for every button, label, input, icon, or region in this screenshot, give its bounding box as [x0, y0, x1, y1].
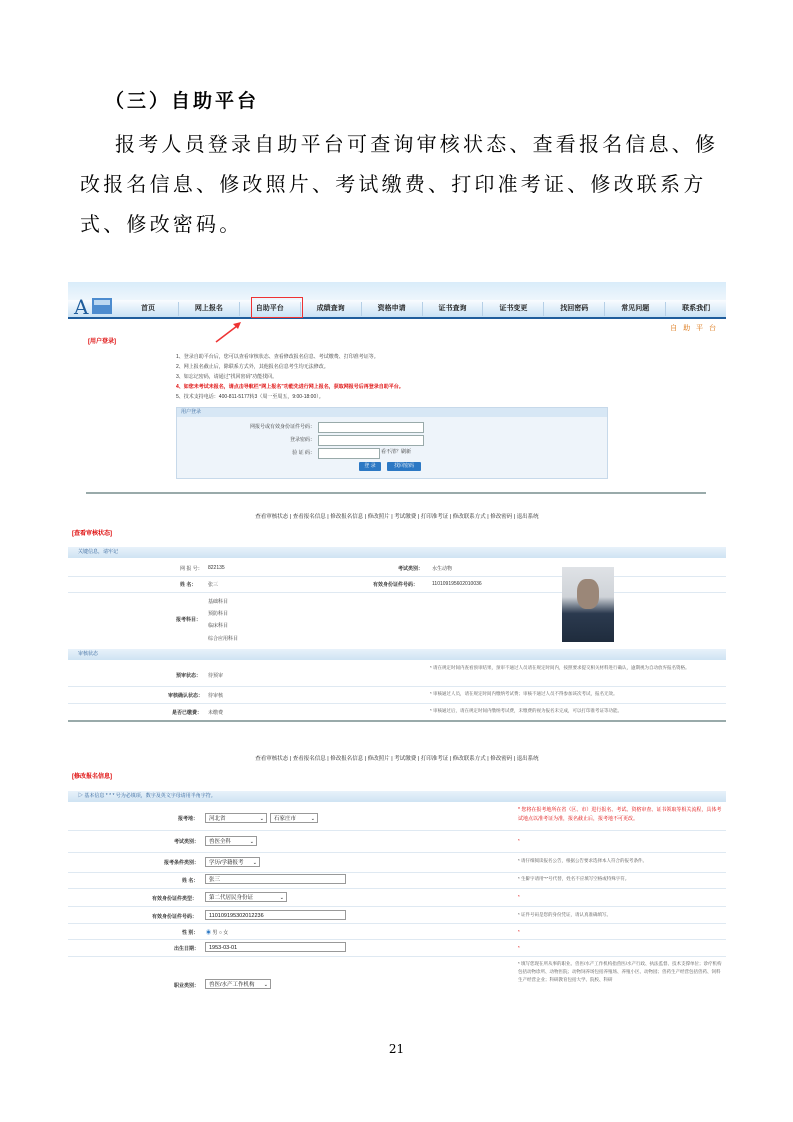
captcha-input[interactable]: [318, 448, 380, 459]
gender-tip: *: [518, 929, 520, 934]
nav-item-home[interactable]: 首页: [118, 302, 179, 316]
net-no-value: 822135: [208, 565, 225, 571]
review-label: 预审状态：: [176, 673, 202, 679]
type-tip: *: [518, 838, 520, 843]
edit-info-screenshot: [68, 742, 726, 1005]
net-no-label: 网 报 号：: [180, 566, 203, 572]
birth-tip: *: [518, 945, 520, 950]
place-tip: * 您将在报考地所在省（区、市）进行报名、考试、资格审查、证书领取等相关流程，具体考试地点以准考证为准，报名截止后，报考地不可更改。: [518, 807, 722, 822]
pay-label: 是否已缴费：: [172, 710, 203, 716]
idtype-tip: *: [518, 894, 520, 899]
login-form-header: 用户登录: [177, 408, 607, 417]
confirm-value: 待审核: [208, 693, 224, 699]
city-select[interactable]: 石家庄市 ⌄: [270, 813, 318, 823]
chevron-down-icon: ⌄: [263, 982, 268, 988]
confirm-label: 审核确认状态：: [168, 693, 204, 699]
notice-item: 1、登录自助平台后，您可以查看审核状态、查看修改报名信息、考试缴费、打印准考证等。: [176, 354, 379, 360]
radio-selected-icon[interactable]: ◉: [206, 930, 212, 936]
basic-info-band: ▷ 基本信息 * * * 号为必填项，数字及英文字母请用半角字符。: [68, 791, 726, 802]
idtype-select[interactable]: 第二代居民身份证 ⌄: [205, 892, 287, 902]
highlight-box: [251, 297, 303, 318]
id-label: 有效身份证件号码：: [373, 582, 419, 588]
name-label: 姓 名：: [180, 582, 197, 588]
section-label: [查看审核状态]: [72, 531, 112, 537]
login-form: [176, 407, 608, 479]
nav-item-cert-change[interactable]: 证书变更: [483, 302, 544, 316]
divider: [86, 492, 706, 494]
site-banner: [68, 282, 726, 300]
subjects-label: 报考科目：: [176, 617, 202, 623]
notice-item: 2、网上报名截止后，除联系方式外，其他报名信息考生均无法修改。: [176, 364, 329, 370]
gender-radio-group[interactable]: [206, 929, 228, 936]
name-label: 姓 名：: [182, 878, 199, 884]
job-tip: * 填写您现在所从事的职业。兽医/水产工作机构指兽医/水产行政、执法监督、技术支撑单位；诊疗机构包括动物诊所、动物医院；动物饲养场包括养殖场、养殖小区、动物园；兽药生产经营包括兽药、饲料生产经营企业；科研教育包括大学、院校、科研: [518, 961, 722, 982]
cond-label: 报考条件类别：: [164, 860, 200, 866]
nav-item-contact[interactable]: 联系我们: [682, 305, 711, 312]
subject-item: 临床科目: [208, 623, 229, 629]
birth-input[interactable]: 1953-03-01: [205, 942, 346, 952]
chevron-down-icon: ⌄: [249, 839, 254, 845]
nav-item-faq[interactable]: 常见问题: [605, 302, 666, 316]
subject-item: 预防科目: [208, 611, 229, 617]
site-logo-icon: [72, 292, 116, 318]
idno-label: 有效身份证件号码：: [152, 914, 198, 920]
chevron-down-icon: ⌄: [279, 895, 284, 901]
id-input[interactable]: [318, 422, 424, 433]
section-label: [用户登录]: [88, 339, 116, 345]
section-heading: （三）自助平台: [105, 90, 260, 112]
type-label: 考试类别：: [174, 839, 200, 845]
password-label: 登录密码：: [289, 437, 315, 443]
chevron-down-icon: ⌄: [259, 816, 264, 822]
notice-item: 5、技术支持电话：400-811-5177转3（周一至周五，9:00-18:00）。: [176, 394, 324, 400]
nav-item-online-register[interactable]: 网上报名: [179, 302, 240, 316]
review-status-band: 审核状态: [68, 649, 726, 660]
name-value: 张三: [208, 582, 219, 588]
password-input[interactable]: [318, 435, 424, 446]
nav-menu: [118, 302, 726, 316]
notice-item-warning: 4、如您未考试未报名，请点击导航栏“网上报名”功能先进行网上报名，获取网报号后再登录自助平台。: [176, 384, 404, 390]
review-note: * 请在规定时间内查看预审结果，预审不通过人员请在规定时间内，按照要求提交相关材料进行确认，逾期视为自动放弃报名资格。: [430, 665, 690, 670]
nav-item-cert-query[interactable]: 证书查询: [423, 302, 484, 316]
login-screenshot: [68, 282, 726, 494]
nav-item-find-password[interactable]: 找回密码: [544, 302, 605, 316]
id-label: 网报号或有效身份证件号码：: [249, 424, 315, 430]
nav-item-self-service[interactable]: 自助平台: [240, 302, 301, 316]
nav-item-scores[interactable]: 成绩查询: [301, 302, 362, 316]
idno-input[interactable]: 110109195302012236: [205, 910, 346, 920]
function-menu[interactable]: 查看审核状态 | 查看报名信息 | 修改报名信息 | 修改照片 | 考试缴费 | 打印准考证 | 修改联系方式 | 修改密码 | 退出系统: [255, 756, 539, 762]
gender-label: 性 别：: [182, 930, 199, 936]
condition-select[interactable]: 学历/学籍报考 ⌄: [205, 857, 260, 867]
captcha-refresh[interactable]: 看不清？刷新: [381, 449, 412, 455]
province-select[interactable]: 河北省 ⌄: [205, 813, 267, 823]
page-number: 21: [388, 1042, 405, 1056]
confirm-note: * 审核通过人员，请在规定时间内缴纳考试费；审核不通过人员不得参加该次考试，报名无效。: [430, 691, 618, 696]
section-label: [修改报名信息]: [72, 774, 112, 780]
pointer-arrow-icon: [213, 320, 243, 344]
svg-text:A: A: [74, 295, 89, 318]
page-title: 自 助 平 台: [670, 325, 718, 332]
chevron-down-icon: ⌄: [310, 816, 315, 822]
function-menu[interactable]: 查看审核状态 | 查看报名信息 | 修改报名信息 | 修改照片 | 考试缴费 | 打印准考证 | 修改联系方式 | 修改密码 | 退出系统: [255, 514, 539, 520]
job-select[interactable]: 兽医/水产工作机构 ⌄: [205, 979, 271, 989]
key-info-band: 关键信息，请牢记: [68, 547, 726, 558]
captcha-label: 验 证 码：: [292, 450, 315, 456]
birth-label: 出生日期：: [174, 946, 200, 952]
nav-item-qualification[interactable]: 资格申请: [362, 302, 423, 316]
gender-female: 女: [223, 930, 229, 936]
review-status-screenshot: [68, 510, 726, 723]
intro-paragraph: 报考人员登录自助平台可查询审核状态、查看报名信息、修改报名信息、修改照片、考试缴费、打印准考证、修改联系方式、修改密码。: [80, 132, 719, 236]
review-value: 待预审: [208, 673, 224, 679]
id-value: 110109195602010036: [432, 581, 482, 587]
cond-tip: * 请仔细阅读报名公告，根据公告要求选择本人符合的报考条件。: [518, 858, 647, 863]
exam-type-value: 水生动物: [432, 566, 453, 572]
subject-item: 基础科目: [208, 599, 229, 605]
radio-empty-icon[interactable]: ○: [218, 930, 222, 936]
pay-note: * 审核通过后，请在规定时间内缴纳考试费，未缴费的视为报名未完成，可以打印准考证等功能。: [430, 708, 622, 713]
candidate-photo: [562, 567, 614, 642]
name-input[interactable]: 张三: [205, 874, 346, 884]
exam-type-label: 考试类别：: [398, 566, 424, 572]
gender-male: 男: [212, 930, 218, 936]
idno-tip: * 证件号码是您的身份凭证，请认真准确填写。: [518, 912, 611, 917]
find-password-button[interactable]: 找回密码: [387, 462, 421, 471]
exam-type-select[interactable]: 兽医全科 ⌄: [205, 836, 257, 846]
notice-list: [176, 352, 404, 402]
chevron-down-icon: ⌄: [252, 860, 257, 866]
login-button[interactable]: 登 录: [359, 462, 381, 471]
name-tip: * 生僻字请用“*”号代替，姓名不应填写空格或特殊字符。: [518, 876, 630, 881]
subject-item: 综合应用科目: [208, 636, 239, 642]
idtype-label: 有效身份证件类型：: [152, 896, 198, 902]
notice-item: 3、如忘记密码，请通过“找回密码”功能找回。: [176, 374, 278, 380]
pay-value: 未缴费: [208, 710, 224, 716]
job-label: 职业类别：: [174, 983, 200, 989]
place-label: 报考地：: [178, 816, 199, 822]
